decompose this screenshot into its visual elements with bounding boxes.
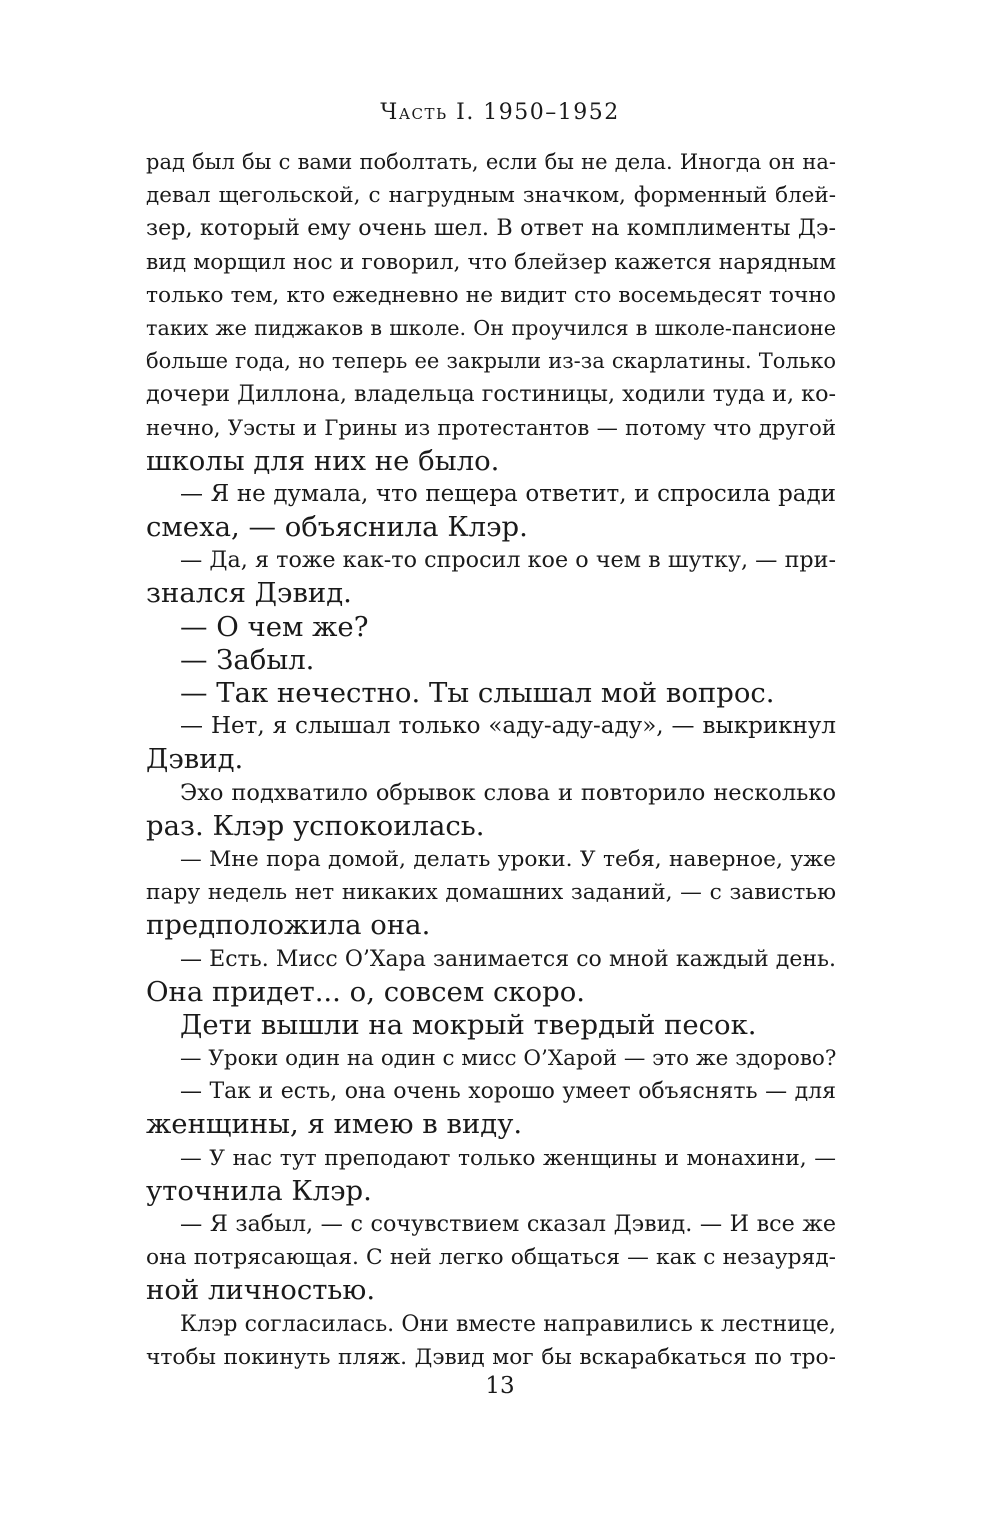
text-line: — Есть. Мисс О’Хара занимается со мной каждый день.	[180, 946, 836, 972]
text-line: предположила она.	[146, 909, 431, 942]
body-text	[146, 146, 836, 1374]
text-line: школы для них не было.	[146, 444, 500, 477]
text-line: вид морщил нос и говорил, что блейзер кажется нарядным	[146, 249, 836, 275]
text-line: — Уроки один на один с мисс О’Харой — это же здорово?	[180, 1046, 837, 1072]
text-line: рад был бы с вами поболтать, если бы не дела. Иногда он на-	[146, 150, 836, 174]
text-line: Дэвид.	[146, 743, 244, 776]
text-line: девал щегольской, с нагрудным значком, форменный блей-	[146, 183, 836, 209]
text-line: — Так и есть, она очень хорошо умеет объяснять — для	[180, 1079, 836, 1105]
text-line: — Так нечестно. Ты слышал мой вопрос.	[180, 677, 775, 709]
text-line: Дети вышли на мокрый твердый песок.	[180, 1008, 757, 1041]
text-line: таких же пиджаков в школе. Он проучился в школе-пансионе	[146, 315, 836, 340]
text-line: дочери Диллона, владельца гостиницы, ходили туда и, ко-	[146, 381, 836, 408]
running-head: Часть I. 1950–1952	[380, 100, 620, 125]
text-line: раз. Клэр успокоилась.	[146, 809, 485, 842]
text-line: — Мне пора домой, делать уроки. У тебя, наверное, уже	[180, 846, 836, 872]
text-line: только тем, кто ежедневно не видит сто восемьдесят точно	[146, 282, 836, 308]
text-line: Клэр согласилась. Они вместе направились к лестнице,	[180, 1311, 836, 1337]
text-line: уточнила Клэр.	[146, 1174, 372, 1207]
text-line: нечно, Уэсты и Грины из протестантов — потому что другой	[146, 415, 836, 441]
text-line: — Да, я тоже как-то спросил кое о чем в шутку, — при-	[180, 547, 836, 574]
text-line: знался Дэвид.	[146, 577, 352, 610]
page-number: 13	[485, 1373, 515, 1399]
text-line: женщины, я имею в виду.	[146, 1108, 523, 1141]
text-line: пару недель нет никаких домашних заданий, — с завистью	[146, 880, 836, 906]
text-line: — Нет, я слышал только «аду-аду-аду», — выкрикнул	[180, 713, 836, 740]
text-line: Она придет... о, совсем скоро.	[146, 975, 585, 1008]
text-line: зер, который ему очень шел. В ответ на комплименты Дэ-	[146, 215, 836, 242]
text-line: чтобы покинуть пляж. Дэвид мог бы вскарабкаться по тро-	[146, 1344, 836, 1370]
text-line: — У нас тут преподают только женщины и монахини, —	[180, 1145, 836, 1171]
text-line: — Я не думала, что пещера ответит, и спросила ради	[180, 480, 836, 507]
text-line: — Я забыл, — с сочувствием сказал Дэвид. — И все же	[180, 1211, 836, 1237]
text-line: — О чем же?	[180, 610, 369, 643]
text-line: ной личностью.	[146, 1274, 376, 1307]
text-line: — Забыл.	[180, 643, 315, 676]
text-line: больше года, но теперь ее закрыли из-за скарлатины. Только	[146, 349, 836, 374]
text-line: она потрясающая. С ней легко общаться — как с незауряд-	[146, 1245, 836, 1271]
text-line: смеха, — объяснила Клэр.	[146, 511, 528, 544]
text-line: Эхо подхватило обрывок слова и повторило несколько	[180, 779, 836, 806]
